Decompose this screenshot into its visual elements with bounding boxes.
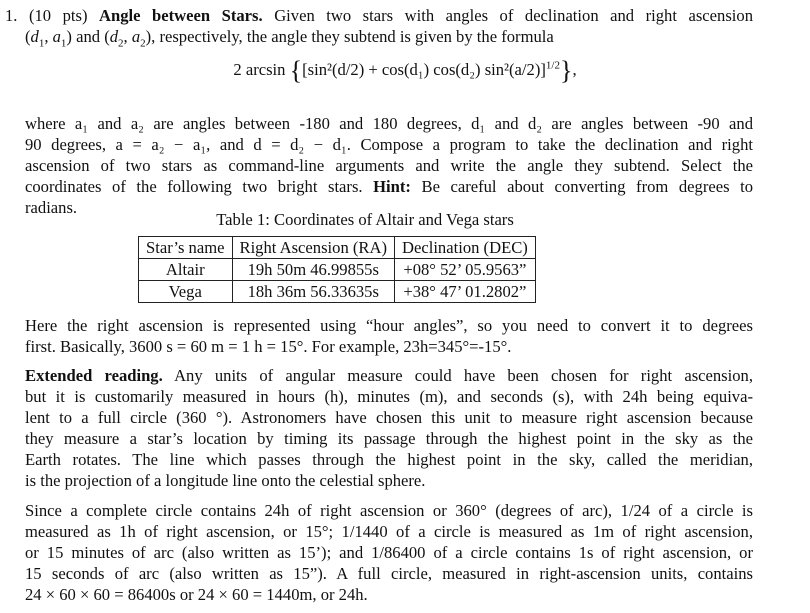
circle-paragraph <box>25 500 753 605</box>
formula-exponent: 1/2 <box>545 59 560 72</box>
paragraph-line: Earth rotates. The line which passes through the highest point in the sky, called the meridian, <box>25 450 753 469</box>
paragraph-line: Since a complete circle contains 24h of right ascension or 360° (degrees of arc), 1/24 of a circle is <box>25 501 753 520</box>
paragraph-line: but it is customarily measured in hours (h), minutes (m), and seconds (s), with 24h being equiva- <box>25 387 753 406</box>
extended-reading <box>25 365 753 491</box>
cell-ra: 18h 36m 56.33635s <box>232 281 395 303</box>
cell-star-name: Vega <box>139 281 233 303</box>
paragraph-line: they measure a star’s location by timing its passage through the highest point in the sky as the <box>25 429 753 448</box>
table-row <box>139 281 536 303</box>
table-header-row <box>139 237 536 259</box>
paragraph-line: where a₁ and a₂ are angles between -180 and 180 degrees, d₁ and d₂ are angles between -90 and <box>25 114 753 133</box>
conversion-paragraph <box>25 315 753 357</box>
problem-intro-l2: ($d_1$, $a_1$) and ($d_2$, $a_2$), respectively, the angle they subtend is given by the formula <box>25 27 554 50</box>
paragraph-line: 15 seconds of arc (also written as 15”). A full circle, measured in right-ascension units, contains <box>25 564 753 583</box>
coordinates-table <box>138 236 536 303</box>
hint-label: Hint: <box>373 177 411 196</box>
problem-points: (10 pts) <box>28 6 88 25</box>
paragraph-line: lent to a full circle (360 °). Astronomers have chosen this unit to measure right ascension because <box>25 408 753 427</box>
extended-label: Extended reading. <box>25 366 163 385</box>
header-dec: Declination (DEC) <box>395 237 536 259</box>
paragraph-line: measured as 1h of right ascension, or 15°; 1/1440 of a circle is measured as 1m of right ascension, <box>25 522 753 541</box>
cell-dec: +08° 52’ 05.9563” <box>395 259 536 281</box>
cell-star-name: Altair <box>139 259 233 281</box>
paragraph-line: first. Basically, 3600 s = 60 m = 1 h = 15°. For example, 23h=345°=-15°. <box>25 337 512 356</box>
table-row <box>139 259 536 281</box>
paragraph-line: ascension of two stars as command-line arguments and write the angle they subtend. Select the <box>25 156 753 175</box>
problem-paragraph <box>25 113 753 218</box>
paragraph-line: is the projection of a longitude line onto the celestial sphere. <box>25 471 426 490</box>
cell-dec: +38° 47’ 01.2802” <box>395 281 536 303</box>
problem-title: Angle between Stars. <box>99 6 263 25</box>
header-star-name: Star’s name <box>139 237 233 259</box>
hint-text: Be careful about converting from degrees to <box>421 177 753 196</box>
problem-heading-line <box>5 5 753 26</box>
paragraph-line: Here the right ascension is represented using “hour angles”, so you need to convert it to degrees <box>25 316 753 335</box>
paragraph-line: radians. <box>25 198 78 217</box>
paragraph-line-hint: coordinates of the following two bright stars. Hint: Be careful about converting from degrees to <box>25 177 753 196</box>
problem-intro-l1: Given two stars with angles of declination and right ascension <box>274 6 753 25</box>
paragraph-line: 90 degrees, a = a₂ − a₁, and d = d₂ − d₁. Compose a program to take the declination and right <box>25 135 753 154</box>
table-caption: Table 1: Coordinates of Altair and Vega stars <box>216 210 514 229</box>
paragraph-line: 24 × 60 × 60 = 86400s or 24 × 60 = 1440m, or 24h. <box>25 585 368 604</box>
header-ra: Right Ascension (RA) <box>232 237 395 259</box>
paragraph-line: or 15 minutes of arc (also written as 15’); and 1/86400 of a circle contains 1s of right ascension, or <box>25 543 753 562</box>
problem-number: 1. <box>5 6 18 25</box>
formula-prefix: 2 arcsin <box>233 60 286 79</box>
cell-ra: 19h 50m 46.99855s <box>232 259 395 281</box>
angle-formula: 2 arcsin {[sin²(d/2) + cos(d₁) cos(d₂) sin²(a/2)]$^{1/2}$}, <box>233 56 577 85</box>
formula-body: [sin²(d/2) + cos(d₁) cos(d₂) sin²(a/2)] <box>302 60 546 79</box>
paragraph-line: Extended reading. Any units of angular measure could have been chosen for right ascension, <box>25 366 753 385</box>
